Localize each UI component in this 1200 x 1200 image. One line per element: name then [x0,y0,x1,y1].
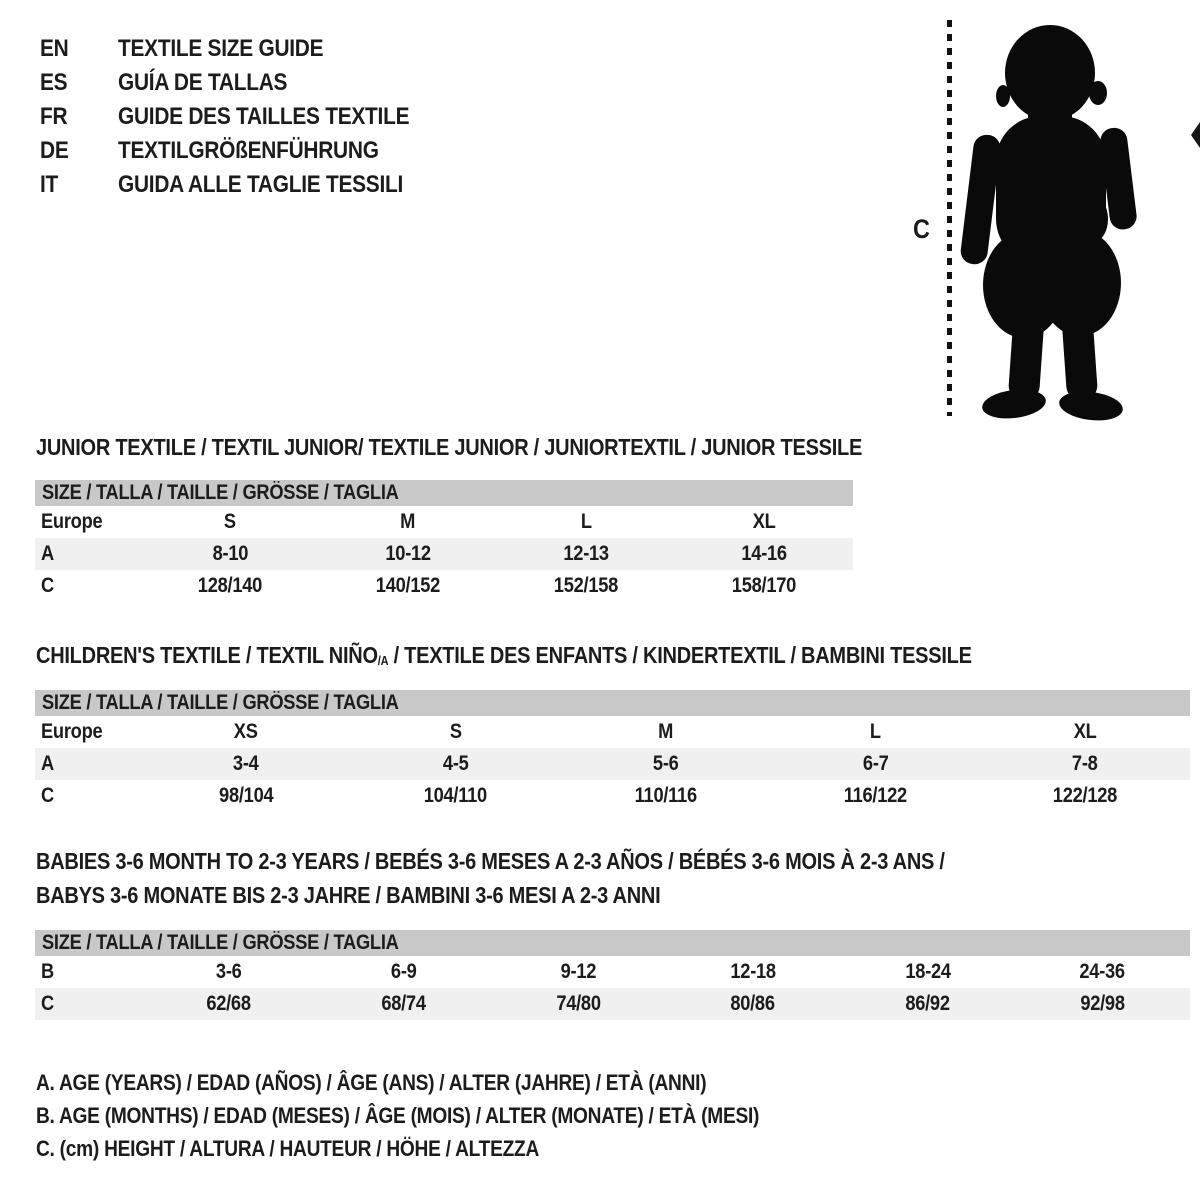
language-title: GUIDA ALLE TAGLIE TESSILI [118,171,404,198]
language-row [40,32,453,66]
age-value-cell: 4-5 [442,752,469,775]
age-value-cell: 12-18 [730,960,776,983]
age-value-cell: 18-24 [905,960,951,983]
height-value-cell: 86/92 [905,992,950,1015]
height-value-cell: 152/158 [553,574,619,597]
row-label: A [41,752,54,775]
language-title: GUIDE DES TAILLES TEXTILE [118,103,410,130]
age-value-cell: 24-36 [1079,960,1126,983]
table-row [35,956,1190,988]
size-cell: XL [752,510,776,533]
region-label: Europe [41,510,103,533]
size-cell: S [224,510,236,533]
age-value-cell: 10-12 [385,542,431,565]
table-row [35,780,1190,812]
legend-line-b: B. AGE (MONTHS) / EDAD (MESES) / ÂGE (MOIS) / ALTER (MONATE) / ETÀ (MESI) [36,1103,760,1128]
size-header-label: SIZE / TALLA / TAILLE / GRÖSSE / TAGLIA [42,481,399,504]
size-header-bar [35,480,853,506]
language-code: ES [40,69,68,96]
language-code: EN [40,35,69,62]
children-title-main: CHILDREN'S TEXTILE / TEXTIL NIÑO [36,642,378,668]
region-label: Europe [41,720,103,743]
height-value-cell: 92/98 [1080,992,1125,1015]
age-value-cell: 8-10 [212,542,248,565]
height-value-cell: 128/140 [197,574,263,597]
table-row [35,506,853,538]
size-header-bar [35,930,1190,956]
height-value-cell: 98/104 [218,784,274,807]
children-size-table [35,690,1190,812]
size-header-bar [35,690,1190,716]
size-cell: XS [233,720,258,743]
table-row [35,716,1190,748]
row-label: C [41,784,54,807]
table-row [35,988,1190,1020]
age-value-cell: 6-7 [862,752,889,775]
babies-size-table [35,930,1190,1020]
height-value-cell: 74/80 [555,992,601,1015]
legend [36,1070,867,1169]
height-value-cell: 104/110 [424,784,488,807]
language-title: GUÍA DE TALLAS [118,69,288,96]
age-value-cell: 5-6 [652,752,679,775]
language-code: IT [40,171,59,198]
language-code: DE [40,137,69,164]
children-title-subscript: /A [377,654,389,669]
babies-section-title-line1: BABIES 3-6 MONTH TO 2-3 YEARS / BEBÉS 3-6 MESES A 2-3 AÑOS / BÉBÉS 3-6 MOIS À 2-3 ANS / [36,848,945,874]
age-value-cell: 12-13 [563,542,609,565]
size-cell: S [449,720,462,743]
height-measure-label: C [913,214,930,244]
junior-size-table [35,480,853,602]
height-value-cell: 116/122 [843,784,907,807]
language-row [40,168,453,202]
size-cell: XL [1073,720,1097,743]
junior-section-title: JUNIOR TEXTILE / TEXTIL JUNIOR/ TEXTILE JUNIOR / JUNIORTEXTIL / JUNIOR TESSILE [36,434,863,460]
height-value-cell: 68/74 [381,992,426,1015]
row-label: B [41,960,54,983]
language-row [40,134,453,168]
legend-line-a: A. AGE (YEARS) / EDAD (AÑOS) / ÂGE (ANS) / ALTER (JAHRE) / ETÀ (ANNI) [36,1070,707,1095]
edge-artifact-mark [1191,122,1200,148]
language-list [40,32,453,202]
height-measure-dashed-line [947,20,952,416]
language-title: TEXTILE SIZE GUIDE [118,35,324,62]
height-value-cell: 122/128 [1052,784,1118,807]
size-header-label: SIZE / TALLA / TAILLE / GRÖSSE / TAGLIA [42,691,399,714]
toddler-silhouette-icon [958,13,1148,423]
legend-line-c: C. (cm) HEIGHT / ALTURA / HAUTEUR / HÖHE / ALTEZZA [36,1136,540,1161]
age-value-cell: 3-6 [215,960,242,983]
age-value-cell: 7-8 [1072,752,1098,775]
size-cell: M [400,510,416,533]
table-row [35,570,853,602]
height-value-cell: 80/86 [730,992,776,1015]
table-row [35,748,1190,780]
children-title-rest: / TEXTILE DES ENFANTS / KINDERTEXTIL / BAMBINI TESSILE [388,642,972,668]
table-row [35,538,853,570]
row-label: A [41,542,54,565]
babies-section-title-line2: BABYS 3-6 MONATE BIS 2-3 JAHRE / BAMBINI 3-6 MESI A 2-3 ANNI [36,882,661,908]
language-title: TEXTILGRÖßENFÜHRUNG [118,137,379,164]
height-value-cell: 158/170 [731,574,797,597]
height-value-cell: 140/152 [375,574,441,597]
age-value-cell: 9-12 [560,960,596,983]
language-row [40,100,453,134]
height-value-cell: 110/116 [634,784,697,807]
size-header-label: SIZE / TALLA / TAILLE / GRÖSSE / TAGLIA [42,931,399,954]
size-cell: M [658,720,673,743]
age-value-cell: 6-9 [390,960,417,983]
age-value-cell: 14-16 [741,542,787,565]
size-cell: L [580,510,592,533]
age-value-cell: 3-4 [233,752,259,775]
size-cell: L [869,720,881,743]
children-section-title [36,642,972,672]
language-code: FR [40,103,68,130]
language-row [40,66,453,100]
height-value-cell: 62/68 [206,992,251,1015]
row-label: C [41,992,54,1015]
row-label: C [41,574,54,597]
